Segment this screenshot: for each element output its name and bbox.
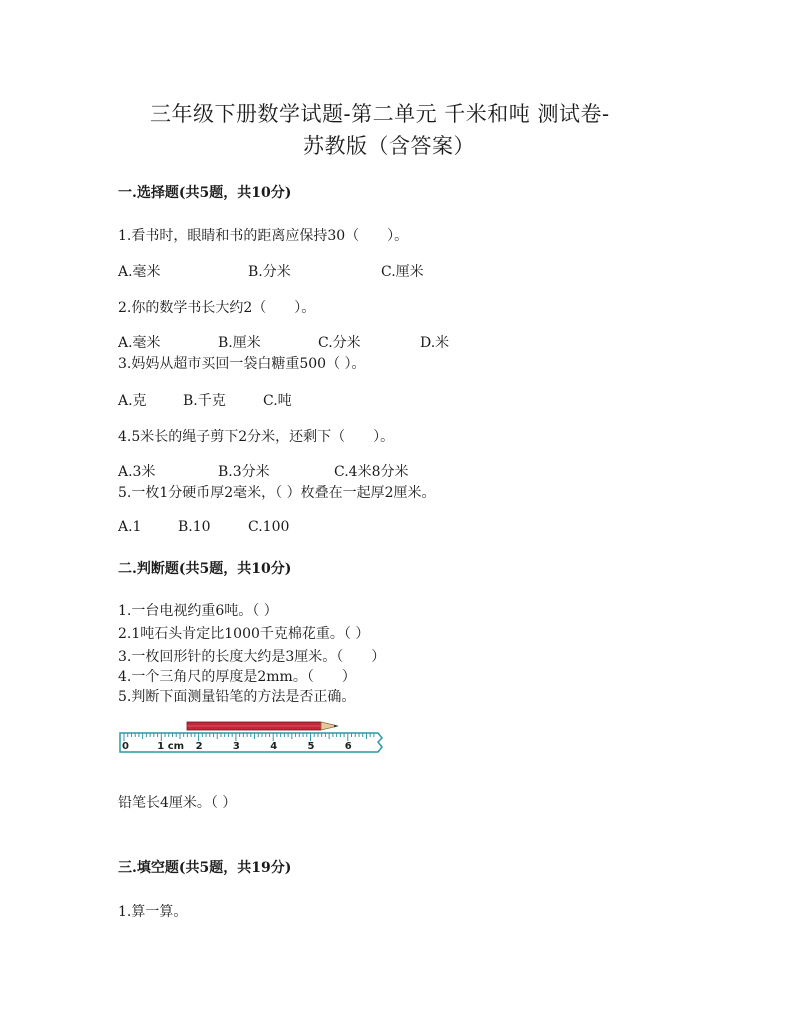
judgement-item-4: 4.一个三角尺的厚度是2mm。（ ） [118, 669, 356, 685]
judgement-item-3: 3.一枚回形针的长度大约是3厘米。（ ） [118, 649, 386, 665]
ruler-pencil-figure [116, 718, 388, 760]
q1-option-b: B.分米 [248, 264, 291, 280]
q4-option-c: C.4米8分米 [334, 464, 409, 480]
section-heading-judgement: 二.判断题(共5题，共10分) [118, 561, 292, 577]
question-4: 4.5米长的绳子剪下2分米，还剩下（ ）。 [118, 429, 395, 445]
question-2: 2.你的数学书长大约2（ ）。 [118, 300, 316, 316]
q5-option-c: C.100 [248, 519, 290, 535]
q2-option-b: B.厘米 [218, 335, 261, 351]
fill-question-1: 1.算一算。 [118, 904, 188, 920]
q5-option-b: B.10 [178, 519, 211, 535]
q3-option-c: C.吨 [263, 393, 292, 409]
ruler-label: 2 [195, 741, 203, 752]
q5-option-a: A.1 [118, 519, 142, 535]
q1-option-a: A.毫米 [118, 264, 161, 280]
section-heading-fill-blank: 三.填空题(共5题，共19分) [118, 860, 292, 876]
pencil-icon [187, 722, 338, 730]
q4-option-b: B.3分米 [218, 464, 270, 480]
ruler-label: 1 cm [157, 741, 185, 752]
document-title-line2: 苏教版（含答案） [303, 134, 475, 158]
judgement-item-5: 5.判断下面测量铅笔的方法是否正确。 [118, 689, 356, 705]
q3-option-a: A.克 [118, 393, 147, 409]
ruler-label: 4 [270, 741, 278, 752]
q2-option-d: D.米 [420, 335, 450, 351]
judgement-item-2: 2.1吨石头肯定比1000千克棉花重。（ ） [118, 626, 370, 642]
q2-option-a: A.毫米 [118, 335, 161, 351]
figure-statement: 铅笔长4厘米。（ ） [118, 795, 237, 811]
q2-option-c: C.分米 [318, 335, 361, 351]
q3-option-b: B.千克 [183, 393, 226, 409]
judgement-item-1: 1.一台电视约重6吨。（ ） [118, 603, 278, 619]
ruler-label: 5 [307, 741, 315, 752]
q1-option-c: C.厘米 [381, 264, 424, 280]
ruler-label: 0 [122, 741, 129, 752]
question-1: 1.看书时，眼睛和书的距离应保持30（ ）。 [118, 228, 409, 244]
q4-option-a: A.3米 [118, 464, 156, 480]
question-5: 5.一枚1分硬币厚2毫米，（ ）枚叠在一起厚2厘米。 [118, 485, 436, 501]
document-title-line1: 三年级下册数学试题-第二单元 千米和吨 测试卷- [150, 102, 610, 126]
ruler-label: 6 [344, 741, 352, 752]
section-heading-choice: 一.选择题(共5题，共10分) [118, 185, 292, 201]
ruler-label: 3 [232, 741, 240, 752]
question-3: 3.妈妈从超市买回一袋白糖重500（ ）。 [118, 356, 366, 372]
